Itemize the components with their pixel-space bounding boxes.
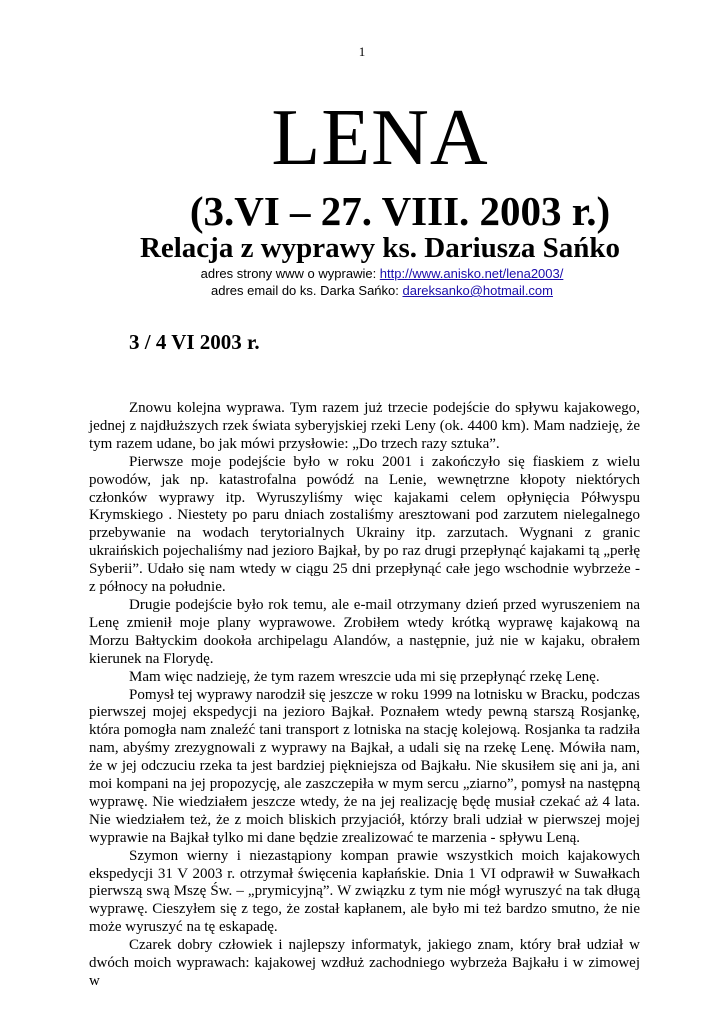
email-label: adres email do ks. Darka Sańko: (211, 283, 403, 298)
paragraph: Pierwsze moje podejście było w roku 2001 i zakończyło się fiaskiem z wielu powodów, jak np. katastrofalna powódź na Lenie, wewnętrzne kłopoty niektórych członków wyprawy itp. Wyruszyliśmy więc kajakami celem opłynięcia Półwyspu Krymskiego . Niestety po paru dniach zostaliśmy aresztowani pod zarzutem nielegalnego przebywanie na wodach terytorialnych Ukrainy itp. zarzutach. Wygnani z granic ukraińskich pojechaliśmy nad jezioro Bajkał, by po raz drugi przepłynąć kajakami tą „perłę Syberii”. Udało się nam wtedy w ciągu 25 dni przepłynąć całe jego wschodnie wybrzeże - z północy na południe. (89, 453, 640, 596)
paragraph: Drugie podejście było rok temu, ale e-mail otrzymany dzień przed wyruszeniem na Lenę zmienił moje plany wyprawowe. Zrobiłem wtedy krótką wyprawę kajakową na Morzu Bałtyckim dookoła archipelagu Alandów, a następnie, już nie w kajaku, obrałem kierunek na Florydę. (89, 596, 640, 667)
page-number: 1 (358, 44, 366, 59)
paragraph: Szymon wierny i niezastąpiony kompan prawie wszystkich moich kajakowych ekspedycji 31 V 2003 r. otrzymał święcenia kapłańskie. Dnia 1 VI odprawił w Suwałkach pierwszą swą Mszę Św. – „prymicyjną”. W związku z tym nie mógł wyruszyć na tak długą wyprawę. Cieszyłem się z tego, że został kapłanem, ale było mi też bardzo smutno, że nie może wyruszyć na tę eskapadę. (89, 847, 640, 936)
paragraph: Znowu kolejna wyprawa. Tym razem już trzecie podejście do spływu kajakowego, jednej z najdłuższych rzek świata syberyjskiej rzeki Leny (ok. 4400 km). Mam nadzieję, że tym razem udane, bo jak mówi przysłowie: „Do trzech razy sztuka”. (89, 400, 640, 452)
website-link[interactable]: http://www.anisko.net/lena2003/ (379, 266, 564, 281)
website-info-line (0, 265, 724, 282)
document-title: LENA (271, 94, 489, 182)
section-heading: 3 / 4 VI 2003 r. (129, 330, 260, 354)
document-subtitle: Relacja z wyprawy ks. Dariusza Sańko (139, 232, 621, 264)
website-label: adres strony www o wyprawie: (200, 266, 380, 281)
body-text (89, 400, 640, 991)
email-link[interactable]: dareksanko@hotmail.com (402, 283, 553, 298)
paragraph: Czarek dobry człowiek i najlepszy informatyk, jakiego znam, który brał udział w dwóch moich wyprawach: kajakowej wzdłuż zachodniego wybrzeża Bajkału i w zimowej w (89, 937, 640, 989)
email-info-line (0, 282, 724, 299)
expedition-dates: (3.VI – 27. VIII. 2003 r.) (189, 188, 611, 234)
paragraph: Mam więc nadzieję, że tym razem wreszcie uda mi się przepłynąć rzekę Lenę. (129, 668, 600, 685)
paragraph: Pomysł tej wyprawy narodził się jeszcze w roku 1999 na lotnisku w Bracku, podczas pierwszej mojej ekspedycji na jezioro Bajkał. Poznałem wtedy pewną starszą Rosjankę, która pomogła nam znaleźć tani transport z lotniska na stację kolejową. Rosjanka ta radziła nam, abyśmy zrezygnowali z wyprawy na Bajkał, a udali się na rzekę Lenę. Mówiła nam, że w jej odczuciu rzeka ta jest bardziej piękniejsza od Bajkału. Nie skusiłem się ani ja, ani moi kompani na jej propozycję, ale zaszczepiła w mym sercu „ziarno”, pomysł na następną wyprawę. Nie wiedziałem jeszcze wtedy, że na jej realizację będę musiał czekać aż 4 lata. Nie wiedziałem też, że z moich bliskich przyjaciół, którzy brali udział w pierwszej mojej wyprawie na Bajkał tylko mi dane będzie zrealizować te marzenia - spływu Leną. (89, 686, 640, 846)
